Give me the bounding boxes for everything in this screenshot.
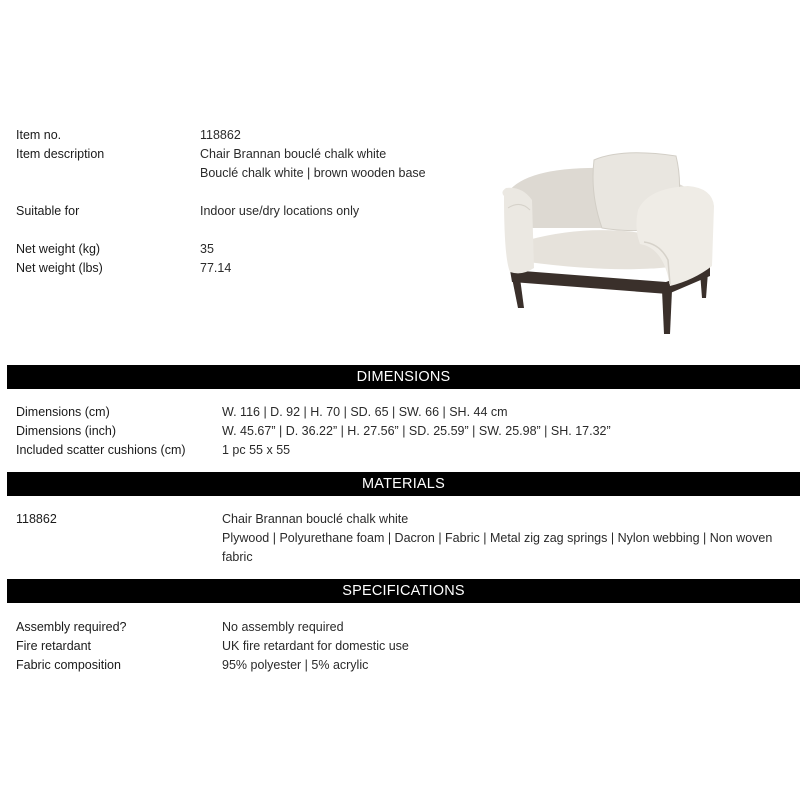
materials-row-2 bbox=[16, 529, 796, 564]
dimensions-inch-row bbox=[16, 422, 796, 441]
fire-retardant-label: Fire retardant bbox=[16, 639, 92, 653]
dimensions-inch-label: Dimensions (inch) bbox=[16, 424, 117, 438]
net-weight-kg-row bbox=[16, 240, 486, 259]
chair-leg-right bbox=[662, 290, 672, 334]
scatter-cushions-value: 1 pc 55 x 55 bbox=[222, 443, 291, 457]
materials-section bbox=[16, 510, 796, 564]
materials-header: MATERIALS bbox=[7, 472, 800, 496]
fabric-composition-value: 95% polyester | 5% acrylic bbox=[222, 658, 369, 672]
materials-line1: Chair Brannan bouclé chalk white bbox=[222, 512, 409, 526]
dimensions-section bbox=[16, 403, 796, 460]
net-weight-kg-value: 35 bbox=[200, 242, 214, 256]
item-description-line1: Chair Brannan bouclé chalk white bbox=[200, 147, 387, 161]
scatter-cushions-row bbox=[16, 441, 796, 460]
fabric-composition-label: Fabric composition bbox=[16, 658, 121, 672]
specifications-header: SPECIFICATIONS bbox=[7, 579, 800, 603]
materials-code: 118862 bbox=[16, 512, 57, 526]
item-number-value: 118862 bbox=[200, 128, 241, 142]
suitable-for-row bbox=[16, 202, 486, 221]
dimensions-cm-value: W. 116 | D. 92 | H. 70 | SD. 65 | SW. 66 | SH. 44 cm bbox=[222, 405, 508, 419]
chair-arm-right bbox=[636, 186, 714, 286]
materials-row bbox=[16, 510, 796, 529]
fire-retardant-value: UK fire retardant for domestic use bbox=[222, 639, 409, 653]
net-weight-lbs-label: Net weight (lbs) bbox=[16, 261, 103, 275]
item-description-row-2 bbox=[16, 164, 486, 183]
scatter-cushions-label: Included scatter cushions (cm) bbox=[16, 443, 186, 457]
assembly-label: Assembly required? bbox=[16, 620, 127, 634]
net-weight-kg-label: Net weight (kg) bbox=[16, 242, 101, 256]
item-number-row bbox=[16, 126, 486, 145]
materials-line2: Plywood | Polyurethane foam | Dacron | Fabric | Metal zig zag springs | Nylon webbing | Non woven fabric bbox=[222, 531, 773, 564]
suitable-for-label: Suitable for bbox=[16, 204, 80, 218]
specifications-section bbox=[16, 618, 796, 675]
product-info bbox=[16, 126, 486, 278]
assembly-row bbox=[16, 618, 796, 637]
dimensions-inch-value: W. 45.67” | D. 36.22” | H. 27.56” | SD. 25.59” | SW. 25.98” | SH. 17.32” bbox=[222, 424, 611, 438]
item-description-label: Item description bbox=[16, 147, 105, 161]
chair-arm-left bbox=[502, 188, 534, 274]
net-weight-lbs-row bbox=[16, 259, 486, 278]
item-description-line2: Bouclé chalk white | brown wooden base bbox=[200, 166, 426, 180]
dimensions-cm-row bbox=[16, 403, 796, 422]
dimensions-header: DIMENSIONS bbox=[7, 365, 800, 389]
dimensions-cm-label: Dimensions (cm) bbox=[16, 405, 110, 419]
net-weight-lbs-value: 77.14 bbox=[200, 261, 232, 275]
suitable-for-value: Indoor use/dry locations only bbox=[200, 204, 360, 218]
product-image bbox=[498, 148, 734, 344]
item-number-label: Item no. bbox=[16, 128, 62, 142]
assembly-value: No assembly required bbox=[222, 620, 344, 634]
fabric-composition-row bbox=[16, 656, 796, 675]
item-description-row bbox=[16, 145, 486, 164]
fire-retardant-row bbox=[16, 637, 796, 656]
